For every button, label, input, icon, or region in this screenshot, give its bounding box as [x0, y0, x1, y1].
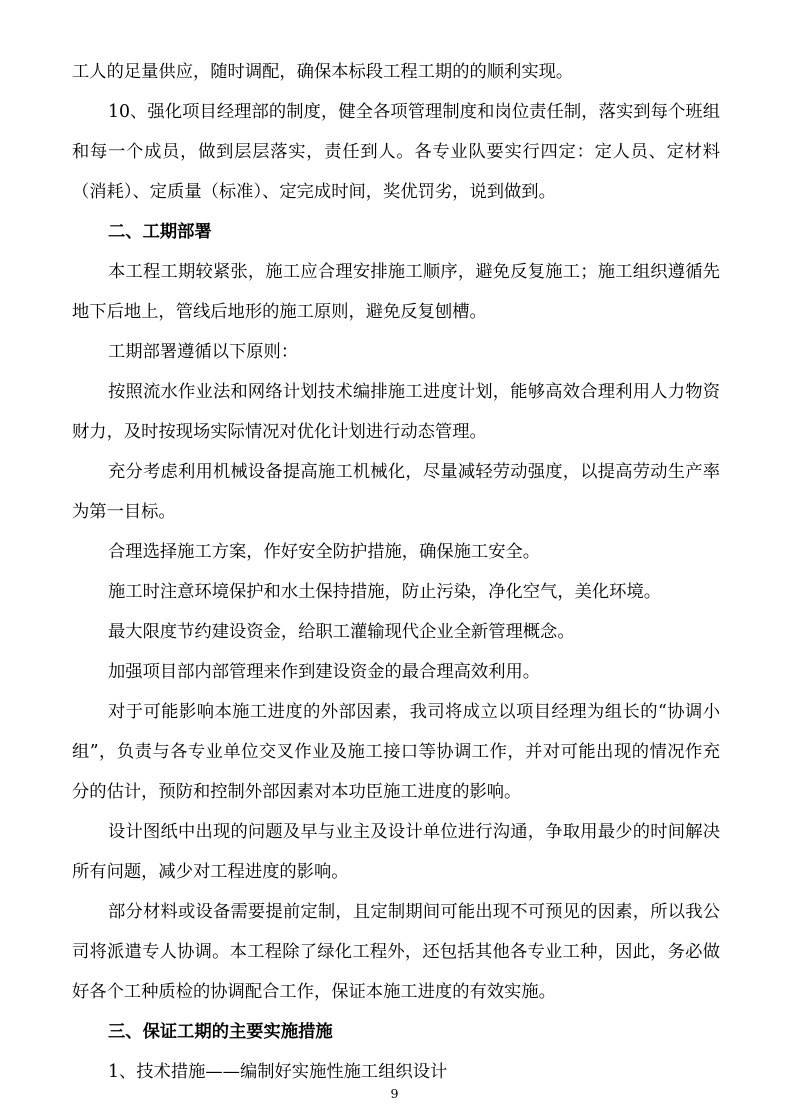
paragraph-principle-funds: 最大限度节约建设资金，给职工灌输现代企业全新管理概念。 — [108, 622, 575, 642]
paragraph-principle-machine: 充分考虑利用机械设备提高施工机械化，尽量减轻劳动强度，以提高劳动生产率为第一目标。 — [72, 462, 720, 522]
paragraph-measure-1: 1、技术措施——编制好实施性施工组织设计 — [108, 1062, 448, 1082]
paragraph-principles-intro: 工期部署遵循以下原则： — [108, 342, 299, 362]
paragraph-schedule-tight: 本工程工期较紧张，施工应合理安排施工顺序，避免反复施工；施工组织遵循先地下后地上，管线后地形的施工原则，避免反复刨槽。 — [72, 262, 720, 322]
paragraph-principle-environment: 施工时注意环境保护和水土保持措施，防止污染，净化空气，美化环境。 — [108, 582, 662, 602]
paragraph-drawing-issues: 设计图纸中出现的问题及早与业主及设计单位进行沟通，争取用最少的时间解决所有问题，减少对工程进度的影响。 — [72, 822, 720, 882]
paragraph-principle-internal: 加强项目部内部管理来作到建设资金的最合理高效利用。 — [108, 662, 541, 682]
paragraph-item-10: 10、强化项目经理部的制度，健全各项管理制度和岗位责任制，落实到每个班组和每一个成员，做到层层落实，责任到人。各专业队要实行四定：定人员、定材料（消耗）、定质量（标准）、定完成时间，奖优罚劣，说到做到。 — [72, 102, 720, 202]
document-body — [72, 52, 720, 1092]
paragraph-worker-supply: 工人的足量供应，随时调配，确保本标段工程工期的的顺利实现。 — [72, 62, 574, 82]
page-number: 9 — [390, 1086, 399, 1101]
paragraph-principle-safety: 合理选择施工方案，作好安全防护措施，确保施工安全。 — [108, 542, 541, 562]
paragraph-principle-flow: 按照流水作业法和网络计划技术编排施工进度计划，能够高效合理利用人力物资财力，及时按现场实际情况对优化计划进行动态管理。 — [72, 382, 720, 442]
heading-section-2: 二、工期部署 — [108, 222, 212, 242]
paragraph-coordination-group: 对于可能影响本施工进度的外部因素，我司将成立以项目经理为组长的“协调小组”，负责与各专业单位交叉作业及施工接口等协调工作，并对可能出现的情况作充分的估计，预防和控制外部因素对本功臣施工进度的影响。 — [72, 702, 720, 802]
paragraph-material-custom: 部分材料或设备需要提前定制，且定制期间可能出现不可预见的因素，所以我公司将派遣专人协调。本工程除了绿化工程外，还包括其他各专业工种，因此，务必做好各个工种质检的协调配合工作，保证本施工进度的有效实施。 — [72, 902, 720, 1002]
heading-section-3: 三、保证工期的主要实施措施 — [108, 1022, 333, 1042]
